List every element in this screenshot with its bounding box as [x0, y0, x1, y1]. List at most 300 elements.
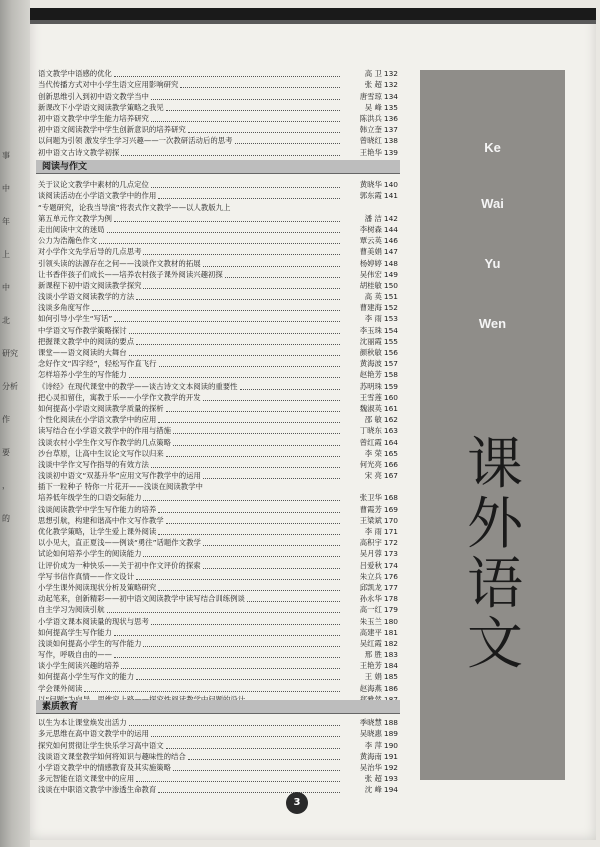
toc-entry-author-page	[342, 470, 398, 481]
toc-entry-author-page	[342, 258, 398, 269]
toc-entry-title: 动起笔来，创新精彩——初中语文阅读教学中读写结合训练例谈	[38, 594, 245, 604]
toc-entry[interactable]	[38, 627, 398, 638]
dot-leader	[129, 377, 340, 378]
toc-entry-page: 186	[383, 683, 398, 693]
toc-entry[interactable]	[38, 784, 398, 795]
toc-entry[interactable]	[38, 582, 398, 593]
toc-entry-author-page	[342, 336, 398, 347]
toc-entry[interactable]	[38, 313, 398, 324]
toc-entry-author-page	[342, 235, 398, 246]
toc-entry-author-page	[342, 526, 398, 537]
edge-char: 上	[2, 250, 10, 259]
toc-entry-page: 178	[383, 594, 398, 604]
toc-entry-author-page	[342, 369, 398, 380]
header-bar	[30, 8, 596, 20]
toc-entry-title: 走出阅读中文的迷局	[38, 224, 105, 234]
toc-entry-author: 曾晓红	[359, 136, 382, 146]
toc-entry[interactable]	[38, 213, 398, 224]
toc-entry[interactable]	[38, 224, 398, 235]
dot-leader	[158, 534, 340, 535]
toc-entry-author-page	[342, 91, 398, 102]
toc-entry-title: 探究如何贯彻让学生快乐学习高中语文	[38, 740, 164, 750]
toc-entry-page: 171	[383, 527, 398, 536]
toc-entry[interactable]	[38, 124, 398, 135]
toc-entry-author: 邢 胜	[364, 650, 382, 660]
toc-entry[interactable]	[38, 571, 398, 582]
toc-entry-page: 139	[383, 147, 398, 157]
toc-entry[interactable]	[38, 593, 398, 604]
dot-leader	[143, 500, 340, 501]
toc-entry-author-page	[342, 347, 398, 358]
edge-char: 研究	[2, 349, 18, 358]
dot-leader	[240, 389, 340, 390]
toc-entry[interactable]	[38, 425, 398, 436]
dot-leader	[173, 433, 340, 434]
toc-group-language-teaching	[38, 68, 398, 158]
toc-entry[interactable]	[38, 414, 398, 425]
toc-entry-page: 146	[383, 236, 398, 246]
dot-leader	[136, 679, 340, 680]
toc-entry-author-page	[342, 604, 398, 615]
dot-leader	[84, 691, 340, 692]
toc-entry[interactable]	[38, 682, 398, 693]
toc-entry[interactable]	[38, 113, 398, 124]
dot-leader	[121, 155, 340, 156]
pinyin-wen: Wen	[478, 316, 507, 331]
toc-entry-title: 学写书信作真情——作文设计	[38, 571, 135, 581]
toc-entry[interactable]	[38, 717, 398, 728]
dot-leader	[180, 87, 340, 88]
toc-entry-author: 陈洪兵	[359, 113, 382, 123]
pinyin-ke: Ke	[484, 140, 501, 155]
dot-leader	[166, 110, 340, 111]
toc-entry-author-page	[342, 68, 398, 79]
toc-entry-author: 沈 峰	[364, 785, 382, 795]
toc-entry[interactable]	[38, 660, 398, 671]
toc-entry[interactable]	[38, 671, 398, 682]
toc-entry-title: 以小见大，直正夏浅——例谈“勇往”话题作文教学	[38, 538, 201, 548]
toc-entry-author: 高一红	[359, 605, 382, 615]
toc-entry-author-page	[342, 773, 398, 784]
toc-entry-author: 张卫华	[359, 493, 382, 503]
toc-entry-author-page	[342, 616, 398, 627]
dot-leader	[114, 76, 340, 77]
toc-entry-author-page	[342, 147, 398, 158]
toc-entry-author: 黄海波	[359, 359, 382, 369]
toc-entry-title: 念好作文“四字经”，轻松写作直飞行	[38, 359, 157, 369]
toc-entry-title: 初中语文古诗文教学初探	[38, 147, 120, 157]
toc-entry-author: 李 荣	[364, 448, 382, 458]
toc-entry-author: 李树森	[359, 224, 382, 234]
toc-entry-page: 138	[383, 136, 398, 146]
toc-entry[interactable]	[38, 369, 398, 380]
page-number: 3	[286, 792, 308, 814]
toc-entry-title: 谈小学生阅读兴趣的培养	[38, 661, 120, 671]
toc-entry-title: 浅谈语文课堂教学如何将知识与趣味性的结合	[38, 751, 186, 761]
toc-entry-page: 174	[383, 560, 398, 570]
toc-entry-page: 194	[383, 785, 398, 795]
toc-entry-page: 181	[383, 627, 398, 637]
toc-entry-title: 中学语文写作教学策略探讨	[38, 325, 127, 335]
toc-entry[interactable]	[38, 615, 398, 626]
toc-entry-page: 147	[383, 247, 398, 257]
edge-char: ，	[2, 481, 10, 490]
toc-entry[interactable]	[38, 481, 398, 492]
toc-entry[interactable]	[38, 358, 398, 369]
dot-leader	[203, 400, 340, 401]
toc-entry-title: 公力为浩瀚色作文	[38, 236, 98, 246]
toc-entry-title: 如何提高学生写作能力	[38, 627, 112, 637]
toc-entry-title: 如何提高小学生写作文的能力	[38, 672, 135, 682]
dot-leader	[158, 512, 340, 513]
toc-entry-author: 宋 亮	[364, 471, 382, 481]
toc-entry-title: 个性化阅读在小学语文教学中的应用	[38, 415, 157, 425]
toc-entry-page: 170	[383, 515, 398, 525]
toc-entry[interactable]	[38, 739, 398, 750]
toc-entry-title: 如何引导小学生“写话”	[38, 314, 113, 324]
toc-entry-page: 161	[383, 403, 398, 413]
toc-entry-author-page	[342, 381, 398, 392]
toc-entry-author-page	[342, 548, 398, 559]
toc-entry[interactable]	[38, 762, 398, 773]
toc-entry-page: 151	[383, 292, 398, 302]
toc-entry-author-page	[342, 740, 398, 751]
toc-entry[interactable]	[38, 235, 398, 246]
dot-leader	[166, 411, 340, 412]
toc-entry-title: 浅谈中学作文写作指导的有效方法	[38, 459, 149, 469]
toc-entry-page: 172	[383, 538, 398, 548]
scan-edge	[0, 0, 30, 847]
toc-entry[interactable]	[38, 559, 398, 570]
toc-entry[interactable]	[38, 257, 398, 268]
toc-entry-page: 141	[383, 191, 398, 201]
toc-entry-author: 韩立奎	[359, 125, 382, 135]
toc-entry-page: 177	[383, 582, 398, 592]
toc-entry[interactable]	[38, 492, 398, 503]
edge-char: 年	[2, 217, 10, 226]
section-heading-quality-education: 素质教育	[36, 700, 400, 714]
toc-entry[interactable]	[38, 201, 398, 212]
toc-entry-author-page	[342, 671, 398, 682]
dot-leader	[158, 422, 340, 423]
dot-leader	[151, 467, 340, 468]
toc-entry-author: 李 雨	[364, 527, 382, 536]
toc-entry[interactable]	[38, 179, 398, 190]
toc-entry[interactable]	[38, 403, 398, 414]
toc-entry-author: 吴晓惠	[359, 729, 382, 739]
toc-entry[interactable]	[38, 728, 398, 739]
toc-entry-page: 165	[383, 448, 398, 458]
toc-entry-author: 曹建海	[359, 303, 382, 313]
toc-entry-author-page	[342, 683, 398, 694]
toc-entry-title: 当代传播方式对中小学生语文应用影响研究	[38, 80, 179, 90]
toc-entry-title: 浅谈小学语文阅读教学的方法	[38, 292, 135, 302]
toc-entry-title: 浅谈多角度写作	[38, 303, 90, 313]
dot-leader	[151, 736, 340, 737]
toc-entry-author-page	[342, 784, 398, 795]
toc-entry-title: 新课程下初中语文阅读教学探究	[38, 280, 142, 290]
toc-entry[interactable]	[38, 190, 398, 201]
toc-entry-author: 王雪莲	[359, 392, 382, 402]
toc-entry-page: 168	[383, 493, 398, 503]
toc-entry-author: 李玉珠	[359, 325, 382, 335]
dot-leader	[151, 121, 340, 122]
toc-entry-author-page	[342, 102, 398, 113]
toc-entry-author-page	[342, 179, 398, 190]
dot-leader	[166, 456, 340, 457]
dot-leader	[136, 299, 340, 300]
toc-entry-page: 156	[383, 348, 398, 357]
dot-leader	[151, 99, 340, 100]
toc-entry-page: 148	[383, 258, 398, 268]
dot-leader	[235, 143, 340, 144]
toc-entry-author-page	[342, 246, 398, 257]
toc-entry-author-page	[342, 649, 398, 660]
dot-leader	[107, 612, 340, 613]
toc-entry-author: 赵海燕	[359, 683, 382, 693]
toc-entry-title: 浅谈阅读教学中学生写作能力的培养	[38, 504, 157, 514]
toc-entry-title: 培养低年级学生的口语交际能力	[38, 493, 142, 503]
toc-entry-author-page	[342, 325, 398, 336]
toc-entry-page: 135	[383, 102, 398, 112]
dot-leader	[158, 590, 340, 591]
toc-entry[interactable]	[38, 537, 398, 548]
toc-entry-author: 何光亮	[359, 459, 382, 469]
toc-entry-author: 曾红霞	[359, 437, 382, 447]
toc-entry[interactable]	[38, 280, 398, 291]
toc-entry-author: 朱玉兰	[359, 616, 382, 626]
toc-entry-author: 吕爱秋	[359, 560, 382, 570]
toc-entry-author-page	[342, 437, 398, 448]
toc-entry-title: 学会课外阅读	[38, 683, 83, 693]
dot-leader	[143, 288, 340, 289]
toc-entry[interactable]	[38, 503, 398, 514]
toc-entry-page: 150	[383, 280, 398, 290]
toc-entry-author-page	[342, 593, 398, 604]
toc-entry-author-page	[342, 492, 398, 503]
toc-entry[interactable]	[38, 246, 398, 257]
toc-entry-author-page	[342, 537, 398, 548]
toc-entry-title: 关于议论文教学中素材的几点定位	[38, 180, 149, 190]
toc-entry-author: 黄海南	[359, 751, 382, 761]
section-heading-reading-writing: 阅读与作文	[36, 160, 400, 174]
toc-entry[interactable]	[38, 436, 398, 447]
toc-entry-author-page	[342, 414, 398, 425]
toc-entry-author: 苏明珠	[359, 381, 382, 391]
toc-entry-title: 浅谈农村小学生作文写作教学的几点策略	[38, 437, 172, 447]
toc-entry[interactable]	[38, 102, 398, 113]
toc-entry-page: 184	[383, 661, 398, 671]
toc-entry[interactable]	[38, 526, 398, 537]
toc-entry[interactable]	[38, 302, 398, 313]
toc-entry-author: 吴 峰	[364, 102, 382, 112]
toc-entry-title: 把握课文教学中的阅读的要点	[38, 336, 135, 346]
toc-entry-page: 142	[383, 213, 398, 223]
toc-entry-page: 159	[383, 381, 398, 391]
toc-entry-author-page	[342, 280, 398, 291]
toc-entry[interactable]	[38, 324, 398, 335]
toc-entry[interactable]	[38, 448, 398, 459]
toc-entry[interactable]	[38, 79, 398, 90]
toc-entry-page: 163	[383, 426, 398, 436]
toc-entry-author: 邱凯龙	[359, 582, 382, 592]
toc-entry-page: 189	[383, 729, 398, 739]
dot-leader	[158, 792, 340, 793]
toc-entry-author: 李 萍	[364, 740, 382, 750]
dot-leader	[107, 232, 340, 233]
dot-leader	[129, 333, 340, 334]
dot-leader	[92, 310, 340, 311]
dot-leader	[166, 523, 340, 524]
toc-entry-author-page	[342, 582, 398, 593]
toc-entry-author-page	[342, 638, 398, 649]
toc-entry[interactable]	[38, 649, 398, 660]
title-char-yu: 语	[467, 552, 523, 617]
toc-entry[interactable]	[38, 548, 398, 559]
toc-entry-author: 王 娟	[364, 672, 382, 682]
toc-entry-author-page	[342, 358, 398, 369]
toc-entry-page: 193	[383, 774, 398, 784]
toc-entry[interactable]	[38, 470, 398, 481]
toc-entry-page: 191	[383, 751, 398, 761]
toc-entry-author: 吴月蓉	[359, 549, 382, 559]
toc-entry-page: 152	[383, 303, 398, 313]
toc-entry-page: 183	[383, 650, 398, 660]
toc-entry[interactable]	[38, 291, 398, 302]
toc-entry-title: 多元智能在语文课堂中的应用	[38, 774, 135, 784]
toc-entry-author: 胡桂敏	[359, 280, 382, 290]
toc-entry[interactable]	[38, 751, 398, 762]
toc-entry-author-page	[342, 79, 398, 90]
toc-entry-author: 王艳芳	[359, 661, 382, 671]
dot-leader	[136, 781, 340, 782]
toc-entry-title: 多元思维在高中语文教学中的运用	[38, 729, 149, 739]
toc-entry-title: 新课改下小学语文阅读教学策略之我见	[38, 102, 164, 112]
toc-entry-author-page	[342, 560, 398, 571]
toc-entry-author: 李 雨	[364, 314, 382, 324]
toc-entry-page: 162	[383, 415, 398, 425]
dot-leader	[143, 254, 340, 255]
toc-entry-page: 132	[383, 69, 398, 79]
toc-group-quality-education	[38, 717, 398, 795]
toc-entry-author-page	[342, 269, 398, 280]
toc-entry[interactable]	[38, 515, 398, 526]
toc-entry-author: 张 超	[364, 80, 382, 90]
edge-char: 中	[2, 184, 10, 193]
title-char-wai: 外	[467, 492, 523, 557]
toc-entry[interactable]	[38, 604, 398, 615]
edge-char: 作	[2, 415, 10, 424]
dot-leader	[173, 445, 340, 446]
toc-entry-title: 试论如何培养小学生的阅读能力	[38, 549, 142, 559]
toc-entry-page: 180	[383, 616, 398, 626]
toc-entry-author: 颜秋敏	[359, 348, 382, 357]
toc-entry-author-page	[342, 515, 398, 526]
toc-entry-author: 沈丽霞	[359, 336, 382, 346]
toc-entry-page: 164	[383, 437, 398, 447]
toc-entry-author-page	[342, 425, 398, 436]
toc-entry-page: 158	[383, 370, 398, 380]
toc-entry[interactable]	[38, 336, 398, 347]
toc-entry-author-page	[342, 751, 398, 762]
toc-entry-title: 初中语文阅读教学中学生创新意识的培养研究	[38, 125, 186, 135]
toc-entry-author-page	[342, 717, 398, 728]
toc-entry[interactable]	[38, 68, 398, 79]
toc-entry-author-page	[342, 291, 398, 302]
toc-entry-title: 小学语文教学中的情感教育及其实施策略	[38, 762, 172, 772]
toc-entry[interactable]	[38, 90, 398, 101]
toc-entry-author: 王梁斌	[359, 515, 382, 525]
toc-entry-author: 吴红霞	[359, 638, 382, 648]
toc-entry-author: 黄晓华	[359, 180, 382, 190]
dot-leader	[136, 579, 340, 580]
toc-entry[interactable]	[38, 146, 398, 157]
toc-entry-title: 课堂——语文阅读的大舞台	[38, 348, 127, 357]
toc-entry-author-page	[342, 392, 398, 403]
toc-entry-author: 曹霞芳	[359, 504, 382, 514]
toc-entry[interactable]	[38, 459, 398, 470]
dot-leader	[129, 355, 340, 356]
dot-leader	[188, 132, 340, 133]
toc-entry-page: 132	[383, 80, 398, 90]
toc-entry-author: 季晓慧	[359, 718, 382, 728]
toc-entry[interactable]	[38, 773, 398, 784]
toc-entry-page: 190	[383, 740, 398, 750]
toc-entry-author: 赵艳芳	[359, 370, 382, 380]
edge-text	[2, 150, 26, 546]
toc-entry[interactable]	[38, 135, 398, 146]
toc-entry-page: 166	[383, 459, 398, 469]
toc-entry-title: 插下一粒种子 特你一片花开——浅谈在阅读教学中	[38, 482, 203, 492]
toc-entry[interactable]	[38, 269, 398, 280]
dot-leader	[99, 243, 340, 244]
toc-entry[interactable]	[38, 392, 398, 403]
dot-leader	[188, 759, 340, 760]
toc-entry-title: “专题研究，论我当导演”将表式作文教学——以人教版九上	[38, 202, 231, 212]
toc-entry-title: 引领头读的法源存在之何——浅谈作文教材的拓展	[38, 258, 201, 268]
toc-entry-page: 136	[383, 113, 398, 123]
toc-entry-title: 让评价成为一种快乐——关于初中作文评价的探索	[38, 560, 201, 570]
toc-entry-page: 149	[383, 269, 398, 279]
dot-leader	[203, 568, 340, 569]
toc-entry-author-page	[342, 213, 398, 224]
toc-entry-title: 浅谈初中语文“双基升华”应用文写作教学中的运用	[38, 471, 201, 481]
toc-entry-title: 浅谈如何提高小学生的写作能力	[38, 638, 142, 648]
toc-entry-author: 覃云英	[359, 236, 382, 246]
toc-entry-author-page	[342, 627, 398, 638]
dot-leader	[114, 321, 340, 322]
title-char-wen: 文	[467, 612, 523, 677]
toc-entry-author-page	[342, 571, 398, 582]
toc-entry-page: 144	[383, 224, 398, 234]
dot-leader	[129, 725, 340, 726]
toc-entry[interactable]	[38, 347, 398, 358]
toc-entry[interactable]	[38, 380, 398, 391]
toc-entry-author: 郭东霞	[359, 191, 382, 201]
dot-leader	[225, 277, 340, 278]
toc-entry-author: 唐雪琼	[359, 91, 382, 101]
toc-entry-page: 179	[383, 605, 398, 615]
toc-entry-title: 自主学习为阅读引航	[38, 605, 105, 615]
dot-leader	[114, 221, 340, 222]
toc-entry-author: 邵 敏	[364, 415, 382, 425]
toc-entry-author: 丁晓东	[359, 426, 382, 436]
toc-entry-page: 169	[383, 504, 398, 514]
toc-entry-page: 160	[383, 392, 398, 402]
toc-entry[interactable]	[38, 638, 398, 649]
header-bar-underline	[30, 20, 596, 24]
toc-entry-title: 优化教学策略，让学生爱上课外阅读	[38, 527, 157, 536]
